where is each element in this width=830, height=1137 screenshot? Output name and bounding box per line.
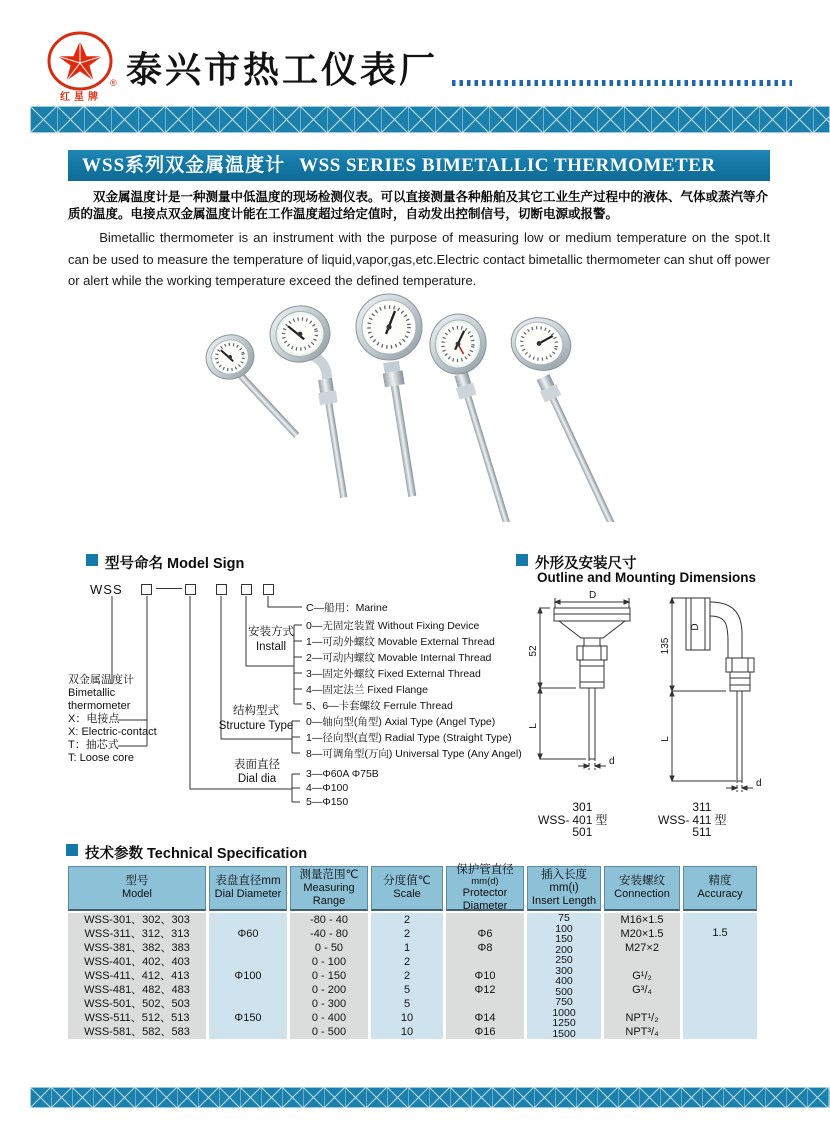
svg-text:L: L	[528, 723, 539, 729]
spec-cell-connection: M20×1.5	[620, 928, 664, 940]
structure-group-label	[218, 704, 294, 733]
accuracy-value: 1.5	[712, 927, 728, 939]
spec-header-insert: 插入长度mm(ι) Insert Length	[527, 866, 601, 911]
structure-option: 8—可调角型(万向) Universal Type (Any Angel)	[306, 748, 522, 760]
spec-cell-range: 0 - 50	[314, 942, 344, 954]
model-left-label: X：电接点	[68, 713, 120, 725]
spec-cell-range: -40 - 80	[310, 928, 348, 940]
spec-cell-dial	[209, 1025, 287, 1039]
structure-option: 1—径向型(直型) Radial Type (Straight Type)	[306, 732, 512, 744]
spec-cell-model: WSS-381、382、383	[84, 942, 190, 954]
caption-model-number: 301	[572, 800, 593, 814]
spec-cell-dial	[209, 941, 287, 955]
spec-cell-connection: M27×2	[625, 942, 659, 954]
caption-suffix: 型	[714, 813, 727, 828]
insert-length-value: 75	[558, 912, 570, 924]
spec-cell-model: WSS-301、302、303	[84, 914, 190, 926]
dial-options	[306, 767, 379, 809]
spec-col-insert	[527, 913, 601, 1039]
install-option: 2—可动内螺纹 Movable Internal Thread	[306, 652, 492, 664]
spec-title-text: 技术参数 Technical Specification	[85, 846, 308, 862]
spec-cell-connection: G³/₄	[632, 984, 652, 996]
spec-cell-protector	[446, 997, 524, 1011]
spec-cell-connection	[604, 997, 680, 1011]
model-left-label: T: Loose core	[68, 752, 135, 764]
caption-suffix: 型	[595, 813, 608, 828]
install-options	[306, 618, 495, 714]
model-left-labels	[68, 674, 157, 765]
spec-cell-model: WSS-311、312、313	[84, 928, 190, 940]
product-photo	[175, 282, 645, 522]
spec-cell-connection	[604, 955, 680, 969]
spec-cell-range: 0 - 100	[311, 956, 347, 968]
spec-cell-dial	[209, 955, 287, 969]
spec-cell-dial: Φ60	[237, 928, 259, 940]
thermometer-gauge	[265, 300, 335, 367]
spec-cell-connection: NPT¹/₂	[625, 1012, 659, 1024]
spec-cell-dial	[209, 913, 287, 927]
model-sign-section	[60, 548, 522, 810]
thermometer-stem	[224, 356, 625, 522]
spec-cell-scale: 2	[403, 928, 411, 940]
spec-header-model: 型号 Model	[68, 866, 206, 911]
spec-cell-model: WSS-481、482、483	[84, 984, 190, 996]
model-left-label: Bimetallic	[68, 687, 116, 699]
thermometer-gauge	[201, 330, 259, 385]
insert-length-value: 1250	[552, 1017, 576, 1029]
title-zh: WSS系列双金属温度计	[82, 155, 286, 176]
dial-option: 5—Φ150	[306, 796, 349, 808]
spec-cell-scale: 5	[403, 984, 411, 996]
model-left-label: T：抽芯式	[68, 739, 119, 751]
spec-col-model	[68, 913, 206, 1039]
star-icon	[58, 41, 102, 81]
install-label-en: Install	[255, 640, 287, 653]
model-dash: ——	[156, 580, 182, 595]
spec-header-connection: 安装螺纹 Connection	[604, 866, 680, 911]
svg-text:D: D	[690, 623, 701, 631]
install-option: 5、6—卡套螺纹 Ferrule Thread	[306, 700, 453, 712]
spec-cell-range: 0 - 400	[311, 1012, 347, 1024]
spec-cell-protector	[446, 955, 524, 969]
outline-title-zh: 外形及安装尺寸	[535, 556, 637, 572]
structure-label-zh: 结构型式	[233, 705, 279, 717]
model-left-label: thermometer	[68, 700, 131, 712]
spec-cell-scale: 10	[400, 1012, 414, 1024]
spec-cell-scale: 1	[403, 942, 411, 954]
spec-cell-connection: G¹/₂	[632, 970, 652, 982]
lattice-band-bottom	[30, 1087, 830, 1108]
svg-text:d: d	[756, 778, 762, 789]
spec-cell-scale: 10	[400, 1026, 414, 1038]
dial-option: 4—Φ100	[306, 782, 349, 794]
svg-text:52: 52	[528, 645, 539, 657]
spec-cell-protector: Φ10	[474, 970, 496, 982]
spec-cell-scale: 2	[403, 970, 411, 982]
title-en: WSS SERIES BIMETALLIC THERMOMETER	[299, 155, 716, 176]
spec-cell-dial	[209, 983, 287, 997]
structure-options	[306, 714, 522, 762]
spec-header-dial: 表盘直径mm Dial Diameter	[209, 866, 287, 911]
spec-col-dial	[209, 913, 287, 1039]
spec-cell-connection: M16×1.5	[620, 914, 664, 926]
outline-title-en: Outline and Mounting Dimensions	[537, 570, 756, 585]
insert-length-value: 250	[555, 954, 573, 966]
caption-model-number: 401	[572, 812, 593, 827]
spec-cell-scale: 2	[403, 956, 411, 968]
section-bullet-icon	[86, 554, 98, 566]
model-left-label: 双金属温度计	[68, 674, 134, 686]
spec-header-accuracy: 精度 Accuracy	[683, 866, 757, 911]
spec-cell-protector: Φ8	[477, 942, 493, 954]
spec-cell-protector: Φ14	[474, 1012, 496, 1024]
spec-cell-protector: Φ12	[474, 984, 496, 996]
drawing-caption	[538, 801, 607, 839]
spec-col-scale	[371, 913, 443, 1039]
spec-cell-model: WSS-581、582、583	[84, 1026, 190, 1038]
spec-cell-range: -80 - 40	[310, 914, 348, 926]
spec-col-range	[290, 913, 368, 1039]
caption-prefix: WSS-	[538, 812, 570, 827]
spec-cell-range: 0 - 150	[311, 970, 347, 982]
caption-model-number: 411	[692, 812, 712, 827]
insert-length-value: 150	[555, 933, 573, 945]
thermometer-gauge	[356, 294, 422, 360]
spec-cell-dial: Φ100	[234, 970, 262, 982]
red-star-logo	[44, 30, 120, 92]
spec-cell-connection: NPT³/₄	[625, 1026, 659, 1038]
caption-model-number: 501	[572, 825, 593, 839]
dial-label-zh: 表面直径	[234, 759, 280, 771]
spec-cell-scale: 5	[403, 998, 411, 1010]
install-option: 0—无固定装置 Without Fixing Device	[306, 620, 480, 632]
outline-section	[510, 548, 830, 850]
dial-group-label	[226, 758, 288, 786]
section-title-bar	[68, 150, 770, 181]
spec-cell-protector	[446, 913, 524, 927]
install-option: 4—固定法兰 Fixed Flange	[306, 684, 428, 696]
spec-cell-scale: 2	[403, 914, 411, 926]
spec-header-scale: 分度值℃ Scale	[371, 866, 443, 911]
spec-cell-dial	[209, 997, 287, 1011]
spec-col-protector	[446, 913, 524, 1039]
insert-length-value: 1000	[552, 1006, 576, 1019]
insert-length-value: 1500	[552, 1027, 576, 1040]
option-marine: C—船用：Marine	[306, 602, 388, 614]
structure-option: 0—轴向型(角型) Axial Type (Angel Type)	[306, 716, 496, 728]
svg-text:D: D	[589, 590, 597, 601]
install-option: 1—可动外螺纹 Movable External Thread	[306, 636, 495, 648]
brand-label: 红星牌	[60, 92, 102, 103]
dial-label-en: Dial dia	[237, 773, 277, 785]
thermometer-gauge	[505, 311, 577, 378]
dotted-leader	[452, 80, 792, 86]
insert-length-value: 400	[555, 975, 573, 987]
caption-model-number: 311	[692, 800, 712, 814]
structure-label-en: Structure Type	[218, 719, 294, 732]
drawing-caption	[658, 801, 727, 839]
spec-section-title	[66, 842, 307, 863]
install-label-zh: 安装方式	[248, 626, 294, 638]
svg-text:d: d	[609, 756, 615, 767]
spec-col-accuracy	[683, 913, 757, 1039]
dial-option: 3—Φ60A Φ75B	[306, 768, 379, 780]
spec-cell-protector: Φ6	[477, 928, 493, 940]
intro-paragraph-zh: 双金属温度计是一种测量中低温度的现场检测仪表。可以直接测量各种船舶及其它工业生产过程中的液体、气体或蒸汽等介质的温度。电接点双金属温度计能在工作温度超过给定值时，自动发出控制信号，切断电源或报警。	[68, 190, 769, 221]
insert-length-value: 100	[555, 922, 573, 935]
spec-header-protector: 保护管直径 mm(d) Protector Diameter	[446, 866, 524, 911]
spec-cell-range: 0 - 500	[311, 1026, 347, 1038]
spec-table	[68, 866, 758, 1039]
spec-cell-range: 0 - 200	[311, 984, 347, 996]
intro-paragraph-en: Bimetallic thermometer is an instrument with the purpose of measuring low or medium temperature on the spot.It can be used to measure the temperature of liquid,vapor,gas,etc.Electric contact bimetallic thermometer can shut off power or alert while the working temperature exceed the defined temperature.	[68, 230, 770, 288]
model-prefix: WSS	[90, 582, 123, 597]
spec-cell-model: WSS-411、412、413	[84, 970, 190, 982]
registered-mark-icon: ®	[110, 78, 117, 88]
install-group-label	[244, 625, 298, 654]
thermometer-gauge	[426, 310, 491, 378]
spec-header-range: 测量范围℃ Measuring Range	[290, 866, 368, 911]
spec-col-connection	[604, 913, 680, 1039]
caption-prefix: WSS-	[658, 812, 690, 827]
spec-cell-model: WSS-511、512、513	[84, 1012, 190, 1024]
insert-length-value: 200	[555, 943, 573, 956]
lattice-band-top	[30, 106, 830, 133]
insert-length-value: 500	[555, 985, 573, 998]
spec-cell-protector: Φ16	[474, 1026, 496, 1038]
insert-length-value: 300	[555, 964, 573, 977]
caption-model-number: 511	[692, 825, 712, 839]
install-option: 3—固定外螺纹 Fixed External Thread	[306, 668, 481, 680]
model-left-label: X: Electric-contact	[68, 726, 157, 738]
spec-cell-range: 0 - 300	[311, 998, 347, 1010]
spec-cell-model: WSS-401、402、403	[84, 956, 190, 968]
insert-length-value: 750	[555, 996, 573, 1008]
section-bullet-icon	[66, 844, 78, 856]
model-sign-title-text: 型号命名 Model Sign	[105, 556, 245, 572]
company-name: 泰兴市热工仪表厂	[126, 49, 439, 90]
spec-cell-model: WSS-501、502、503	[84, 998, 190, 1010]
svg-text:135: 135	[660, 637, 671, 655]
svg-text:L: L	[660, 736, 671, 742]
spec-cell-dial: Φ150	[234, 1012, 262, 1024]
